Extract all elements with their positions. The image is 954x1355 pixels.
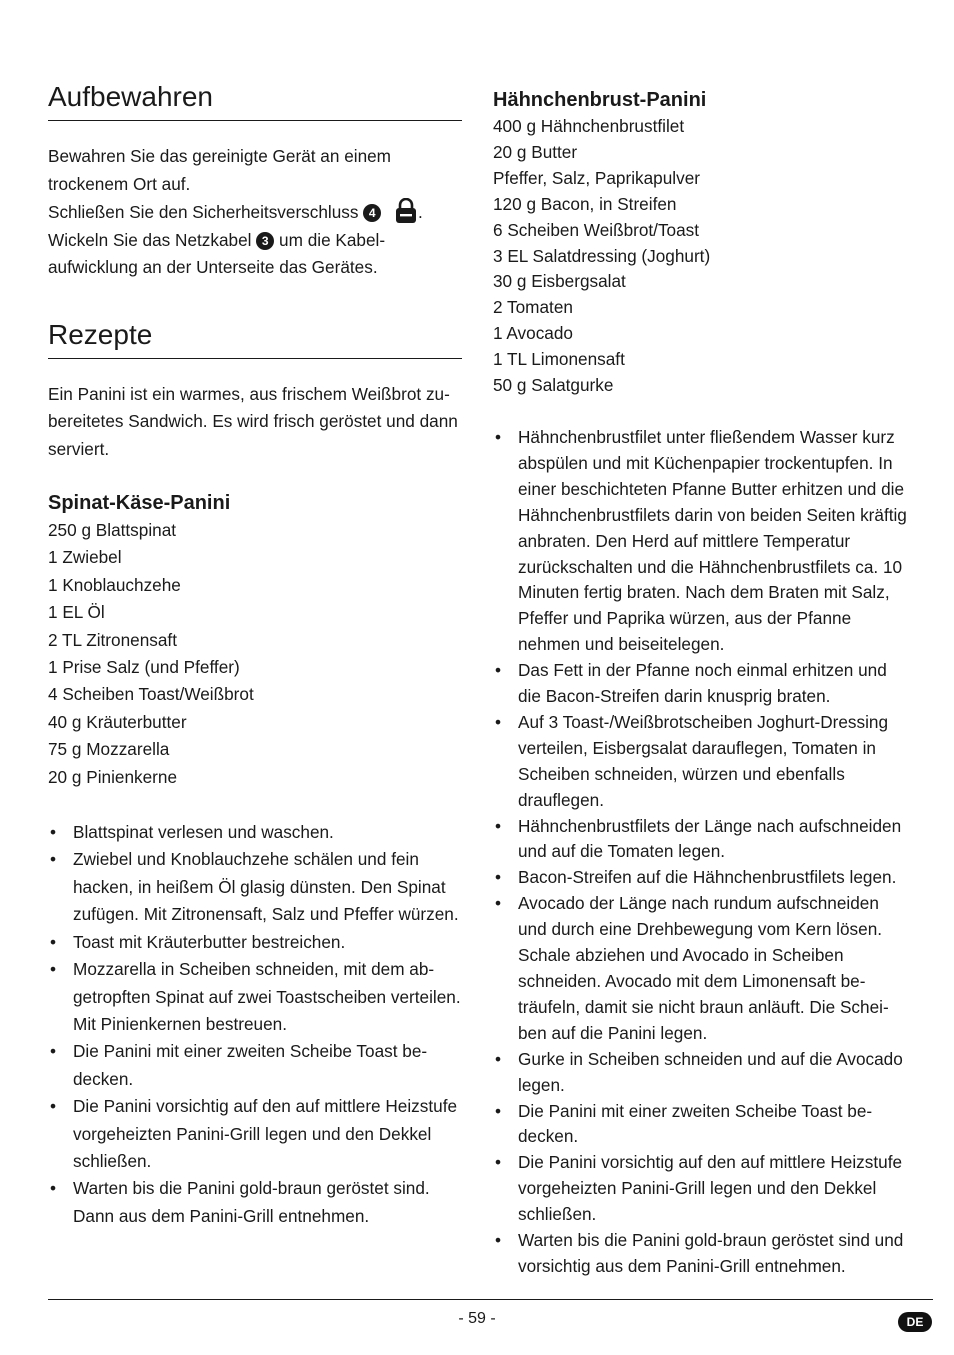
ingredient-item: Pfeffer, Salz, Paprikapulver (493, 167, 700, 188)
step-item: • Die Panini vorsichtig auf den auf mittlere Heizstufe vorgeheizten Panini-Grill legen und den Dekkel schließen. (48, 1093, 462, 1175)
page-number: - 59 - (458, 1310, 496, 1327)
ingredient-item: 20 g Butter (493, 141, 578, 162)
ingredient-item: 40 g Kräuterbutter (48, 711, 187, 732)
number-3-badge: 3 (256, 232, 274, 250)
ingredient-item: 1 EL Öl (48, 602, 105, 623)
section-aufbewahren (48, 80, 462, 282)
aufbewahren-line2: Schließen Sie den Sicherheitsverschluss (48, 202, 359, 222)
number-4-badge: 4 (363, 204, 381, 222)
heading-aufbewahren: Aufbewahren (48, 80, 462, 121)
recipe-title-spinat: Spinat-Käse-Panini (48, 492, 231, 514)
ingredient-item: 4 Scheiben Toast/Weißbrot (48, 684, 254, 705)
aufbewahren-line3-end: um die Kabelaufwicklung an der Unterseite das Gerätes. (48, 229, 386, 277)
ingredient-item: 75 g Mozzarella (48, 739, 170, 760)
footer-divider (48, 1299, 933, 1300)
ingredient-item: 2 TL Zitronensaft (48, 629, 177, 650)
ingredient-list-haehnchen (493, 114, 909, 399)
ingredient-item: 1 Avocado (493, 323, 573, 344)
ingredient-item: 30 g Eisbergsalat (493, 271, 626, 292)
ingredient-item: 1 Prise Salz (und Pfeffer) (48, 657, 240, 678)
step-item: • Die Panini mit einer zweiten Scheibe Toast bedecken. (493, 1099, 909, 1151)
heading-rezepte: Rezepte (48, 318, 462, 359)
ingredient-item: 1 Knoblauchzehe (48, 574, 181, 595)
step-item: • Auf 3 Toast-/Weißbrotscheiben Joghurt-Dressing verteilen, Eisbergsalat darauflegen, Tomaten in Scheiben schneiden, würzen und ebenfalls drauflegen. (493, 710, 909, 814)
aufbewahren-line1: Bewahren Sie das gereinigte Gerät an einem trockenem Ort auf. (48, 146, 392, 194)
recipe-spinat-kaese (48, 489, 462, 1230)
ingredient-item: 250 g Blattspinat (48, 520, 177, 540)
ingredient-item: 2 Tomaten (493, 297, 573, 318)
right-column (493, 86, 909, 1280)
aufbewahren-line2-end: . (418, 202, 423, 222)
step-list-haehnchen (493, 425, 909, 1280)
ingredient-item: 120 g Bacon, in Streifen (493, 193, 677, 214)
step-item: • Zwiebel und Knoblauchzehe schälen und fein hacken, in heißem Öl glasig dünsten. Den Spinat zufügen. Mit Zitronensaft, Salz und Pfeffer würzen. (48, 846, 462, 928)
aufbewahren-text (48, 143, 462, 282)
ingredient-item: 1 Zwiebel (48, 547, 122, 568)
recipe-title-haehnchen: Hähnchenbrust-Panini (493, 89, 707, 111)
step-item: • Gurke in Scheiben schneiden und auf die Avocado legen. (493, 1047, 909, 1099)
recipe-haehnchen (493, 86, 909, 1280)
ingredient-item: 50 g Salatgurke (493, 375, 614, 396)
step-list-spinat (48, 819, 462, 1230)
ingredient-list-spinat (48, 517, 462, 791)
aufbewahren-line3: Wickeln Sie das Netzkabel (48, 229, 252, 250)
step-item: • Die Panini vorsichtig auf den auf mittlere Heizstufe vorgeheizten Panini-Grill legen und den Dekkel schließen. (493, 1150, 909, 1228)
ingredient-item: 20 g Pinienkerne (48, 766, 177, 787)
step-item: • Hähnchenbrustfilet unter fließendem Wasser kurz abspülen und mit Küchenpapier trockentupfen. In einer beschichteten Pfanne Butter erhitzen und die Hähnchenbrustfilets darin von beiden Seiten kräftig anbraten. Den Herd auf mittlere Temperatur zurückschalten und die Hähnchenbrustfilets ca. 10 Minuten fertig braten. Nach dem Braten mit Salz, Pfeffer und Paprika würzen, aus der Pfanne nehmen und beiseitelegen. (493, 425, 909, 658)
ingredient-item: 6 Scheiben Weißbrot/Toast (493, 219, 700, 240)
lock-icon (394, 198, 418, 224)
rezepte-intro: Ein Panini ist ein warmes, aus frischem Weißbrot zubereitetes Sandwich. Es wird frisch geröstet und dann serviert. (48, 383, 458, 459)
step-item: • Bacon-Streifen auf die Hähnchenbrustfilets legen. (493, 865, 909, 891)
step-item: • Avocado der Länge nach rundum aufschneiden und durch eine Drehbewegung vom Kern lösen. Schale abziehen und Avocado in Scheiben schneiden. Avocado mit dem Limonensaft beträufeln, damit sie nicht braun anläuft. Die Scheiben auf die Panini legen. (493, 891, 909, 1046)
step-item: • Hähnchenbrustfilets der Länge nach aufschneiden und auf die Tomaten legen. (493, 814, 909, 866)
step-item: • Toast mit Kräuterbutter bestreichen. (48, 929, 462, 956)
ingredient-item: 3 EL Salatdressing (Joghurt) (493, 245, 711, 266)
step-item: • Warten bis die Panini gold-braun geröstet sind. Dann aus dem Panini-Grill entnehmen. (48, 1175, 462, 1230)
step-item: • Warten bis die Panini gold-braun geröstet sind und vorsichtig aus dem Panini-Grill entnehmen. (493, 1228, 909, 1280)
ingredient-item: 400 g Hähnchenbrustfilet (493, 116, 685, 136)
ingredient-item: 1 TL Limonensaft (493, 349, 625, 370)
step-item: • Das Fett in der Pfanne noch einmal erhitzen und die Bacon-Streifen darin knusprig braten. (493, 658, 909, 710)
section-rezepte (48, 318, 462, 464)
step-item: • Blattspinat verlesen und waschen. (48, 819, 462, 846)
step-item: • Mozzarella in Scheiben schneiden, mit dem abgetropften Spinat auf zwei Toastscheiben verteilen. Mit Pinienkernen bestreuen. (48, 956, 462, 1038)
language-badge: DE (898, 1312, 932, 1332)
step-item: • Die Panini mit einer zweiten Scheibe Toast bedecken. (48, 1038, 462, 1093)
left-column (48, 80, 462, 1230)
